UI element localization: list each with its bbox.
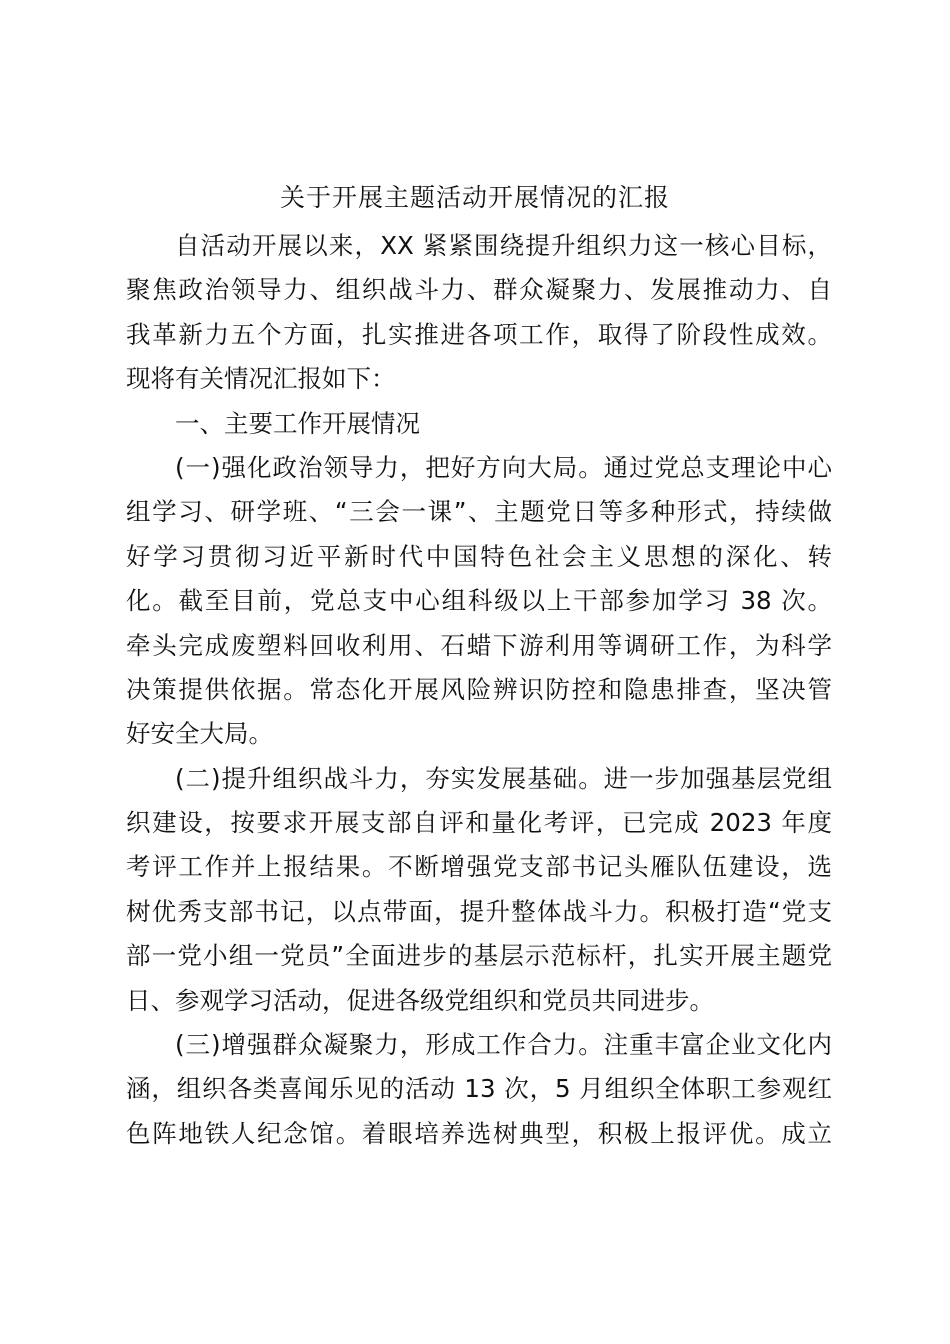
text-line: 色阵地铁人纪念馆。着眼培养选树典型，积极上报评优。成立 bbox=[126, 1118, 832, 1148]
paragraph-item-1 bbox=[126, 446, 832, 757]
text-line: 日、参观学习活动，促进各级党组织和党员共同进步。 bbox=[126, 985, 714, 1015]
paragraph-item-3 bbox=[126, 1023, 832, 1156]
document-title: 关于开展主题活动开展情况的汇报 bbox=[279, 183, 670, 212]
text-line: 部一党小组一党员”全面进步的基层示范标杆，扎实开展主题党 bbox=[126, 941, 832, 971]
text-line: 化。截至目前，党总支中心组科级以上干部参加学习 38 次。 bbox=[126, 586, 832, 616]
document-body bbox=[126, 224, 832, 1156]
text-line: 现将有关情况汇报如下： bbox=[126, 364, 396, 394]
text-line: 我革新力五个方面，扎实推进各项工作，取得了阶段性成效。 bbox=[126, 319, 832, 349]
text-line: 树优秀支部书记，以点带面，提升整体战斗力。积极打造“党支 bbox=[126, 896, 832, 926]
paragraph-item-2 bbox=[126, 757, 832, 1023]
text-line: 自活动开展以来，XX 紧紧围绕提升组织力这一核心目标， bbox=[175, 231, 832, 260]
section-heading bbox=[126, 402, 832, 446]
paragraph-intro bbox=[126, 224, 832, 402]
text-line: 考评工作并上报结果。不断增强党支部书记头雁队伍建设，选 bbox=[126, 852, 832, 882]
text-line: 聚焦政治领导力、组织战斗力、群众凝聚力、发展推动力、自 bbox=[126, 275, 832, 305]
text-line: (三)增强群众凝聚力，形成工作合力。注重丰富企业文化内 bbox=[175, 1030, 832, 1060]
text-line: 涵，组织各类喜闻乐见的活动 13 次，5 月组织全体职工参观红 bbox=[126, 1074, 832, 1104]
text-line: 决策提供依据。常态化开展风险辨识防控和隐患排查，坚决管 bbox=[126, 674, 832, 704]
text-line: 好安全大局。 bbox=[126, 719, 273, 749]
text-line: 牵头完成废塑料回收利用、石蜡下游利用等调研工作，为科学 bbox=[126, 630, 832, 660]
text-line: 织建设，按要求开展支部自评和量化考评，已完成 2023 年度 bbox=[126, 808, 832, 838]
text-line: 组学习、研学班、“三会一课”、主题党日等多种形式，持续做 bbox=[126, 497, 832, 527]
text-line: 好学习贯彻习近平新时代中国特色社会主义思想的深化、转 bbox=[126, 541, 832, 571]
text-line: (一)强化政治领导力，把好方向大局。通过党总支理论中心 bbox=[175, 452, 832, 482]
text-line: 一、主要工作开展情况 bbox=[175, 408, 420, 438]
text-line: (二)提升组织战斗力，夯实发展基础。进一步加强基层党组 bbox=[175, 763, 832, 793]
